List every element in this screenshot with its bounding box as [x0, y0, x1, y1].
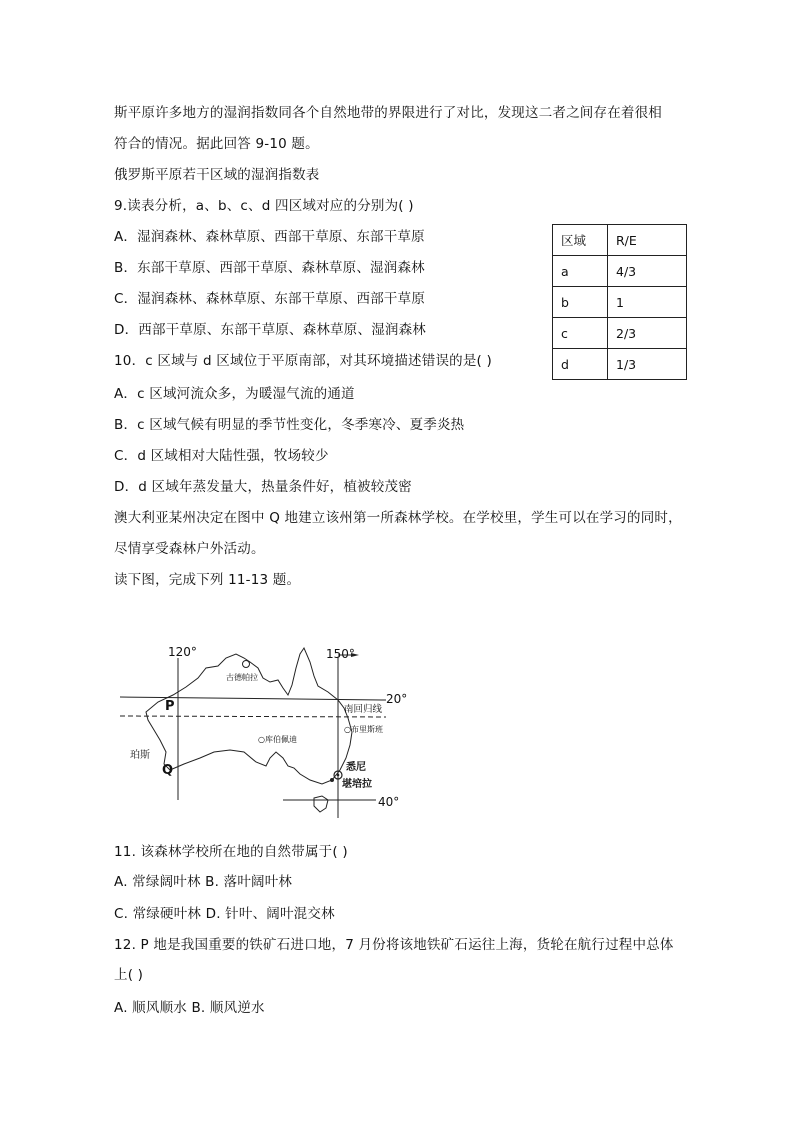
ratio-table	[552, 224, 687, 380]
table-cell: c	[553, 318, 608, 349]
q10-option-c: C．d 区域相对大陆性强，牧场较少	[114, 448, 329, 464]
q11-options-cd: C. 常绿硬叶林 D. 针叶、阔叶混交林	[114, 906, 335, 922]
q9-option-c: C．湿润森林、森林草原、东部干草原、西部干草原	[114, 291, 426, 307]
darwin-area-marker-icon	[243, 661, 250, 668]
table-header-row	[553, 225, 687, 256]
table-cell: 1/3	[608, 349, 687, 380]
lon-150-label: 150°	[326, 647, 355, 661]
table-row	[553, 318, 687, 349]
q10-option-a: A．c 区域河流众多，为暖湿气流的通道	[114, 386, 355, 402]
darwin-area-label: 古德帕拉	[226, 673, 258, 682]
p-label: P	[165, 699, 175, 714]
table-cell: a	[553, 256, 608, 287]
perth-label: 珀斯	[130, 750, 150, 761]
intro-line-2: 符合的情况。据此回答 9-10 题。	[114, 136, 319, 152]
q10-option-d: D．d 区域年蒸发量大，热量条件好，植被较茂密	[114, 479, 412, 495]
table-header-cell: 区域	[553, 225, 608, 256]
passage2-line-2: 尽情享受森林户外活动。	[114, 541, 265, 557]
table-row	[553, 256, 687, 287]
q10-stem: 10．c 区域与 d 区域位于平原南部，对其环境描述错误的是( )	[114, 353, 492, 369]
q12-line-2: 上( )	[114, 967, 144, 983]
q-label: Q	[162, 763, 174, 778]
lat-20-label: 20°	[386, 692, 408, 706]
kubei-label: ○库伯佩迪	[258, 735, 297, 744]
canberra-label: 堪培拉	[342, 779, 372, 790]
q9-option-b: B．东部干草原、西部干草原、森林草原、湿润森林	[114, 260, 425, 276]
q11-options-ab: A. 常绿阔叶林 B. 落叶阔叶林	[114, 874, 293, 890]
table-title: 俄罗斯平原若干区域的湿润指数表	[114, 167, 320, 183]
lat-40-label: 40°	[378, 795, 400, 809]
passage2-line-3: 读下图，完成下列 11-13 题。	[114, 572, 301, 588]
table-cell: 2/3	[608, 318, 687, 349]
q12-line-1: 12. P 地是我国重要的铁矿石进口地，7 月份将该地铁矿石运往上海，货轮在航行过程中总体	[114, 937, 674, 953]
lon-120-label: 120°	[168, 645, 197, 659]
australia-map	[118, 640, 408, 820]
tasmania-outline	[314, 796, 328, 812]
passage2-line-1: 澳大利亚某州决定在图中 Q 地建立该州第一所森林学校。在学校里，学生可以在学习的同时，	[114, 510, 682, 526]
canberra-marker-icon	[330, 778, 334, 782]
tropic-line	[120, 716, 386, 717]
q9-option-a: A．湿润森林、森林草原、西部干草原、东部干草原	[114, 229, 425, 245]
q9-option-d: D．西部干草原、东部干草原、森林草原、湿润森林	[114, 322, 426, 338]
brisbane-label: ○布里斯班	[344, 725, 383, 734]
q10-option-b: B．c 区域气候有明显的季节性变化，冬季寒冷、夏季炎热	[114, 417, 465, 433]
tropic-label: 南回归线	[344, 704, 383, 715]
sydney-label: 悉尼	[346, 762, 366, 773]
q9-stem: 9.读表分析，a、b、c、d 四区域对应的分别为( )	[114, 198, 414, 214]
table-cell: 4/3	[608, 256, 687, 287]
table-row	[553, 287, 687, 318]
table-cell: b	[553, 287, 608, 318]
table-row	[553, 349, 687, 380]
latitude-20-line	[120, 697, 386, 700]
intro-line-1: 斯平原许多地方的湿润指数同各个自然地带的界限进行了对比，发现这二者之间存在着很相	[114, 105, 662, 121]
table-cell: d	[553, 349, 608, 380]
table-cell: 1	[608, 287, 687, 318]
table-header-cell: R/E	[608, 225, 687, 256]
q12-options-ab: A. 顺风顺水 B. 顺风逆水	[114, 1000, 265, 1016]
q11-stem: 11. 该森林学校所在地的自然带属于( )	[114, 844, 348, 860]
